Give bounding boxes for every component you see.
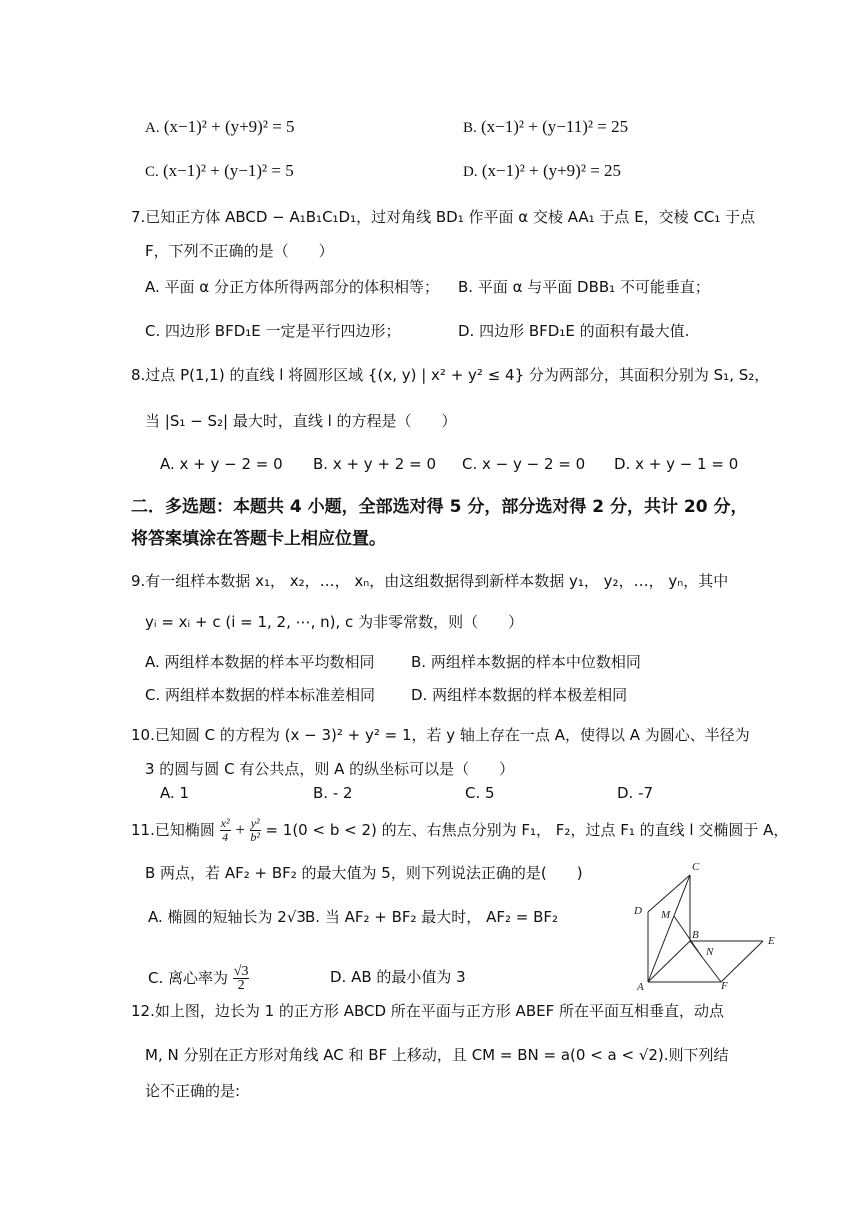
option-expr: (x−1)² + (y+9)² = 5: [163, 117, 295, 136]
section-header-line1: 二．多选题：本题共 4 小题，全部选对得 5 分，部分选对得 2 分，共计 20 分，: [131, 497, 748, 517]
fraction-y2-over-b2: [250, 817, 261, 844]
q6-option-a: [145, 116, 295, 139]
q10-option-d: D. -7: [617, 784, 654, 802]
q9-option-c: C. 两组样本数据的样本标准差相同: [145, 686, 376, 704]
figure-label: B: [692, 929, 699, 941]
option-label: C. 离心率为: [148, 969, 229, 987]
fraction-numerator: √3: [233, 964, 249, 979]
q9-option-b: B. 两组样本数据的样本中位数相同: [411, 653, 641, 671]
figure-label: A: [637, 981, 644, 993]
figure-label: M: [661, 909, 671, 921]
edge-AB: [648, 941, 690, 982]
option-expr: (x−1)² + (y−1)² = 5: [163, 161, 294, 180]
q8-option-b: B. x + y + 2 = 0: [313, 455, 436, 473]
q12-stem-line2: M, N 分别在正方形对角线 AC 和 BF 上移动，且 CM = BN = a(0 < a < √2).则下列结: [145, 1046, 729, 1064]
q7-option-b: B. 平面 α 与平面 DBB₁ 不可能垂直；: [458, 278, 710, 296]
fraction-numerator: x²: [220, 816, 230, 830]
section-header-line2: 将答案填涂在答题卡上相应位置。: [131, 529, 386, 549]
q11-post-text: = 1(0 < b < 2) 的左、右焦点分别为 F₁， F₂，过点 F₁ 的直线 l 交椭圆于 A，: [265, 821, 789, 839]
q12-stem-line1: 12.如上图，边长为 1 的正方形 ABCD 所在平面与正方形 ABEF 所在平面互相垂直，动点: [131, 1002, 724, 1020]
q8-stem-line2: 当 |S₁ − S₂| 最大时，直线 l 的方程是（ ）: [145, 412, 457, 430]
option-label: C.: [145, 164, 159, 180]
q9-option-d: D. 两组样本数据的样本极差相同: [411, 686, 628, 704]
edge-EF: [721, 941, 763, 982]
q11-stem-line2: B 两点，若 AF₂ + BF₂ 的最大值为 5，则下列说法正确的是( ): [145, 864, 583, 882]
figure-label: C: [692, 861, 700, 873]
q8-option-a: A. x + y − 2 = 0: [160, 455, 283, 473]
square-planes-figure: [628, 858, 788, 998]
option-expr: (x−1)² + (y−11)² = 25: [481, 117, 629, 136]
q6-option-c: [145, 160, 294, 183]
q8-option-d: D. x + y − 1 = 0: [614, 455, 739, 473]
fraction-numerator: y²: [250, 816, 260, 830]
q9-option-a: A. 两组样本数据的样本平均数相同: [145, 653, 375, 671]
option-expr: (x−1)² + (y+9)² = 25: [481, 161, 622, 180]
q11-option-c: [148, 962, 249, 994]
q7-option-a: A. 平面 α 分正方体所得两部分的体积相等；: [145, 278, 439, 296]
q7-stem-line1: 7.已知正方体 ABCD − A₁B₁C₁D₁，过对角线 BD₁ 作平面 α 交棱 AA₁ 于点 E，交棱 CC₁ 于点: [131, 208, 756, 226]
q8-stem-line1: 8.过点 P(1,1) 的直线 l 将圆形区域 {(x, y) | x² + y² ≤ 4} 分为两部分，其面积分别为 S₁, S₂，: [131, 366, 770, 384]
q10-option-b: B. - 2: [313, 784, 353, 802]
q11-option-d: D. AB 的最小值为 3: [330, 968, 466, 986]
option-label: B.: [463, 120, 477, 136]
fraction-sqrt3-over-2: [233, 965, 250, 992]
q10-stem-line1: 10.已知圆 C 的方程为 (x − 3)² + y² = 1，若 y 轴上存在一点 A，使得以 A 为圆心、半径为: [131, 726, 750, 744]
plus-sign: +: [235, 820, 245, 839]
figure-label: F: [721, 980, 728, 992]
q9-stem-line1: 9.有一组样本数据 x₁， x₂，…， xₙ，由这组数据得到新样本数据 y₁， y₂，…， yₙ，其中: [131, 572, 729, 590]
q10-option-c: C. 5: [465, 784, 495, 802]
q10-option-a: A. 1: [160, 784, 190, 802]
fraction-x2-over-4: [220, 817, 231, 844]
fraction-denominator: 4: [222, 830, 229, 844]
option-label: A.: [145, 120, 160, 136]
figure-label: N: [706, 946, 714, 958]
q7-option-c: C. 四边形 BFD₁E 一定是平行四边形；: [145, 322, 401, 340]
fraction-denominator: 2: [237, 978, 245, 993]
q7-stem-line2: F，下列不正确的是（ ）: [145, 242, 334, 260]
figure-lines: [648, 875, 763, 982]
q8-option-c: C. x − y − 2 = 0: [462, 455, 586, 473]
q12-stem-line3: 论不正确的是:: [145, 1082, 241, 1100]
q11-stem-line1: [131, 814, 788, 846]
option-label: D.: [463, 164, 478, 180]
q11-pre-text: 11.已知椭圆: [131, 821, 215, 839]
figure-label: E: [768, 935, 775, 947]
figure-label: D: [634, 905, 642, 917]
q9-stem-line2: yᵢ = xᵢ + c (i = 1, 2, ⋯, n), c 为非零常数，则（ ）: [145, 613, 524, 631]
q7-option-d: D. 四边形 BFD₁E 的面积有最大值.: [458, 322, 690, 340]
q6-option-d: [463, 160, 621, 183]
edge-AC: [648, 875, 690, 982]
q11-option-b: B. 当 AF₂ + BF₂ 最大时， AF₂ = BF₂: [305, 908, 559, 926]
q10-stem-line2: 3 的圆与圆 C 有公共点，则 A 的纵坐标可以是（ ）: [145, 760, 515, 778]
edge-DC: [648, 875, 690, 912]
q6-option-b: [463, 116, 628, 139]
fraction-denominator: b²: [250, 830, 260, 844]
q11-option-a: A. 椭圆的短轴长为 2√3: [148, 908, 306, 926]
